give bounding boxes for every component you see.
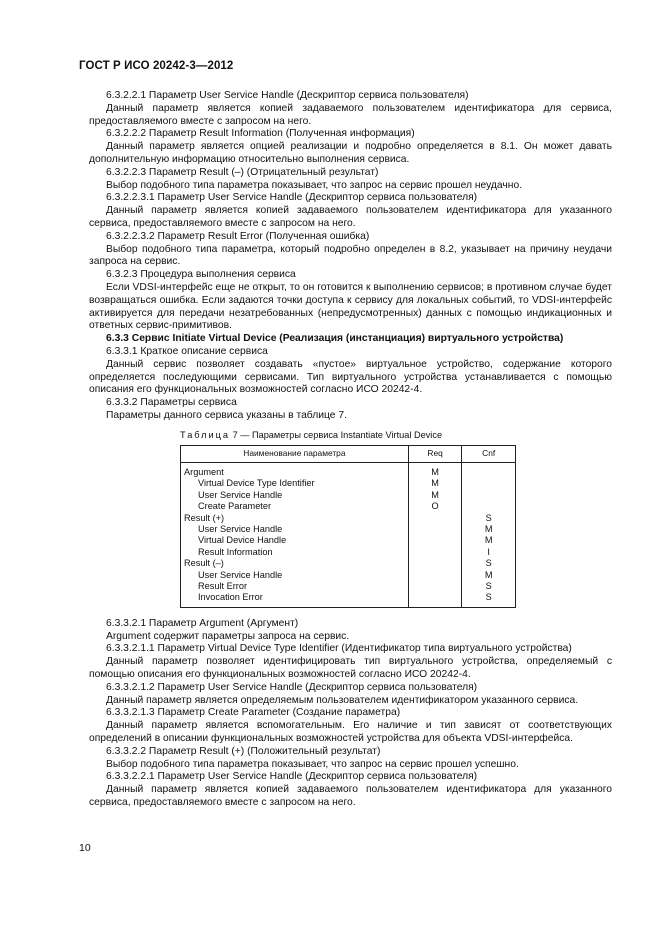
cnf-cell: M — [484, 523, 493, 534]
paragraph: 6.3.3.1 Краткое описание сервиса — [106, 345, 268, 357]
table-caption-label: Таблица — [180, 429, 231, 440]
cnf-cell: M — [484, 569, 493, 580]
parameter-name-cell: Result Information — [198, 546, 273, 557]
section-heading: 6.3.3 Сервис Initiate Virtual Device (Реализация (инстанциация) виртуального устройства) — [106, 333, 564, 345]
table-caption — [180, 429, 612, 442]
paragraph: 6.3.2.2.1 Параметр User Service Handle (Дескриптор сервиса пользователя) — [106, 90, 469, 101]
req-cell: O — [431, 501, 439, 512]
paragraph: 6.3.3.2.1.3 Параметр Create Parameter (Создание параметра) — [106, 707, 401, 719]
paragraph: Выбор подобного типа параметра показывает, что запрос на сервис прошел неудачно. — [106, 179, 523, 191]
document-body — [89, 90, 612, 810]
parameter-name-cell: Result Error — [198, 580, 248, 591]
req-cell: M — [431, 466, 439, 477]
paragraph: Argument содержит параметры запроса на сервис. — [106, 630, 350, 642]
paragraph: 6.3.2.2.2 Параметр Result Information (Полученная информация) — [106, 128, 415, 140]
paragraph: Данный параметр является вспомогательным. Его наличие и тип зависят от соответствующих определений в описании функциональных возможностей устройства для объекта VDSI-интерфейса. — [89, 720, 612, 744]
req-cell — [412, 581, 459, 592]
paragraph: Данный параметр является определяемым пользователем идентификатором указанного сервиса. — [106, 694, 579, 706]
req-cell — [412, 558, 459, 569]
paragraph: 6.3.3.2.1.1 Параметр Virtual Device Type Identifier (Идентификатор типа виртуального устройства) — [106, 643, 572, 655]
paragraphs-before-table — [89, 90, 612, 423]
paragraph: 6.3.2.3 Процедура выполнения сервиса — [106, 269, 296, 281]
parameter-name-column — [181, 462, 409, 607]
paragraph: Если VDSI-интерфейс еще не открыт, то он готовится к выполнению сервисов; в противном случае будет возвращаться ошибка. Если задаются точки доступа к сервису для локальных событий, то VDSI-интерфейс активируется для передачи незатребованных (непредусмотренных) данных с помощью индикационных и ответных сервис-примитивов. — [89, 281, 612, 332]
header-parameter-name: Наименование параметра — [181, 445, 409, 462]
cnf-cell — [465, 478, 512, 489]
paragraph: Данный сервис позволяет создавать «пустое» виртуальное устройство, содержание которого определяется последующими сервисами. Тип виртуального устройства устанавливается с помощью описания его функциональных возможностей согласно ИСО 20242-4. — [89, 358, 612, 396]
paragraph: 6.3.3.2.1 Параметр Argument (Аргумент) — [106, 617, 299, 629]
req-column — [408, 462, 462, 607]
req-cell — [412, 547, 459, 558]
cnf-cell — [465, 467, 512, 478]
table-body-row — [181, 462, 516, 607]
parameter-name-cell: Virtual Device Type Identifier — [198, 478, 315, 489]
cnf-cell: S — [485, 512, 492, 523]
paragraph: Выбор подобного типа параметра, который подробно определен в 8.2, указывает на причину неудачи запроса на сервис. — [89, 243, 612, 268]
paragraph: 6.3.3.2 Параметры сервиса — [106, 397, 237, 409]
parameter-name-cell: Invocation Error — [198, 592, 263, 603]
cnf-cell: S — [485, 580, 492, 591]
paragraph: 6.3.2.2.3.1 Параметр User Service Handle (Дескриптор сервиса пользователя) — [106, 192, 478, 204]
req-cell — [412, 524, 459, 535]
cnf-cell: S — [485, 592, 492, 603]
cnf-column — [462, 462, 516, 607]
table-header-row — [181, 445, 516, 462]
paragraph: Данный параметр является опцией реализации и подробно определяется в 8.1. Он может давать дополнительную информацию относительно выполнения сервиса. — [89, 141, 612, 165]
req-cell: M — [431, 478, 439, 489]
parameter-name-cell: Result (+) — [184, 512, 225, 523]
req-cell — [412, 592, 459, 603]
parameter-name-cell: Result (–) — [184, 558, 224, 569]
paragraph: 6.3.2.2.3 Параметр Result (–) (Отрицательный результат) — [106, 166, 379, 178]
paragraph: 6.3.2.2.3.2 Параметр Result Error (Полученная ошибка) — [106, 230, 370, 242]
cnf-cell — [465, 501, 512, 512]
paragraph: Данный параметр является копией задаваемого пользователем идентификатора для указанного сервиса, предоставляемого вместе с запросом на него. — [89, 784, 612, 808]
parameter-name-cell: User Service Handle — [198, 489, 283, 500]
req-cell — [412, 535, 459, 546]
cnf-cell — [465, 490, 512, 501]
parameter-name-cell: Argument — [184, 466, 224, 477]
page-number: 10 — [79, 842, 91, 854]
paragraph: 6.3.3.2.2.1 Параметр User Service Handle (Дескриптор сервиса пользователя) — [106, 771, 478, 783]
cnf-cell: S — [485, 558, 492, 569]
paragraph: Параметры данного сервиса указаны в таблице 7. — [106, 409, 347, 421]
paragraph: 6.3.3.2.2 Параметр Result (+) (Положительный результат) — [106, 745, 381, 757]
parameters-table — [180, 445, 516, 608]
req-cell: M — [431, 489, 439, 500]
paragraphs-after-table — [89, 618, 612, 810]
cnf-cell: M — [484, 535, 493, 546]
parameter-name-cell: User Service Handle — [198, 523, 283, 534]
paragraph: Данный параметр является копией задаваемого пользователем идентификатора для указанного сервиса, предоставляемого вместе с запросом на него. — [89, 205, 612, 229]
req-cell — [412, 570, 459, 581]
parameter-name-cell: Create Parameter — [198, 501, 272, 512]
cnf-cell: I — [487, 546, 490, 557]
table-caption-text: 7 — Параметры сервиса Instantiate Virtual Device — [230, 429, 443, 440]
paragraph: Данный параметр позволяет идентифицировать тип виртуального устройства, определяемый с помощью описания его функциональных возможностей согласно ИСО 20242-4. — [89, 656, 612, 680]
paragraph: Данный параметр является копией задаваемого пользователем идентификатора для сервиса, предоставляемого вместе с запросом на него. — [89, 102, 612, 127]
header-cnf: Cnf — [462, 445, 516, 462]
parameter-name-cell: User Service Handle — [198, 569, 283, 580]
parameter-name-cell: Virtual Device Handle — [198, 535, 287, 546]
paragraph: Выбор подобного типа параметра показывает, что запрос на сервис прошел успешно. — [106, 758, 519, 770]
header-req: Req — [408, 445, 462, 462]
paragraph: 6.3.3.2.1.2 Параметр User Service Handle (Дескриптор сервиса пользователя) — [106, 681, 478, 693]
document-header: ГОСТ Р ИСО 20242-3—2012 — [79, 60, 234, 72]
req-cell — [412, 513, 459, 524]
